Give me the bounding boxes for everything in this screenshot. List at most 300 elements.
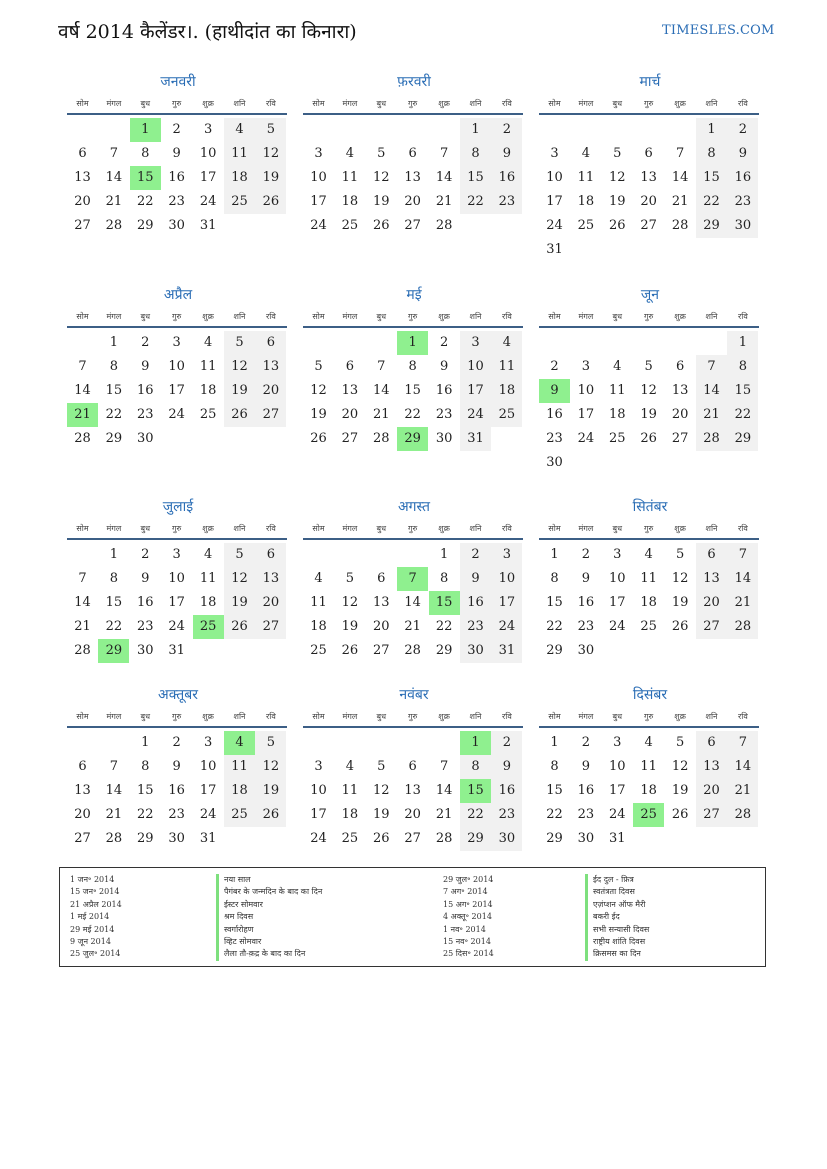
day-cell: 16	[168, 170, 185, 185]
day-cell: 16	[137, 383, 154, 398]
day-cell: 21	[105, 807, 123, 822]
day-cell: 10	[168, 359, 185, 374]
holiday-name: स्वर्गारोहण	[216, 924, 322, 936]
day-cell: 7	[377, 359, 386, 374]
day-cell: 22	[105, 619, 123, 634]
day-cell: 14	[373, 383, 390, 398]
day-cell: 19	[224, 591, 255, 615]
day-cell: 6	[377, 571, 386, 586]
day-cell: 31	[491, 639, 522, 663]
weekday-header: शुक्र	[438, 99, 450, 108]
day-cell: 26	[373, 218, 390, 233]
day-cell: 19	[310, 407, 327, 422]
month-name: अप्रैल	[163, 287, 193, 303]
day-cell: 23	[168, 807, 185, 822]
day-cell: 15	[105, 383, 123, 398]
day-cell: 10	[546, 170, 563, 185]
day-cell: 16	[577, 783, 595, 798]
day-cell: 9	[439, 359, 449, 374]
day-cell: 2	[439, 335, 449, 350]
day-cell: 25	[341, 218, 359, 233]
weekday-header: गुरु	[644, 524, 654, 533]
day-cell: 14	[74, 383, 91, 398]
holiday-date: 15 जन॰ 2014	[70, 887, 120, 897]
day-cell: 27	[404, 831, 421, 846]
day-cell: 6	[644, 146, 653, 161]
day-cell: 27	[696, 803, 727, 827]
day-cell: 29	[546, 831, 563, 846]
month-name: दिसंबर	[632, 687, 668, 703]
weekday-header: शनि	[705, 312, 718, 321]
day-cell: 13	[255, 355, 286, 379]
weekday-header: शनि	[705, 524, 718, 533]
holiday-day-cell: 15	[429, 591, 460, 615]
weekday-header: सोम	[312, 99, 325, 108]
day-cell: 12	[224, 355, 255, 379]
day-cell: 9	[460, 567, 491, 591]
holiday-name: ईस्टर सोमवार	[216, 899, 322, 911]
day-cell: 12	[255, 142, 286, 166]
day-cell: 22	[546, 619, 563, 634]
day-cell: 16	[168, 783, 185, 798]
weekday-header: शनि	[233, 524, 246, 533]
day-cell: 8	[141, 146, 150, 161]
day-cell: 5	[224, 331, 255, 355]
day-cell: 10	[310, 170, 327, 185]
day-cell: 9	[491, 755, 522, 779]
day-cell: 22	[696, 190, 727, 214]
day-cell: 10	[310, 783, 327, 798]
day-cell: 29	[696, 214, 727, 238]
day-cell: 2	[727, 118, 758, 142]
day-cell: 3	[613, 547, 622, 562]
weekday-header: गुरु	[408, 312, 418, 321]
day-cell: 17	[168, 595, 185, 610]
day-cell: 21	[435, 194, 453, 209]
day-cell: 20	[74, 807, 91, 822]
day-cell: 29	[105, 431, 123, 446]
day-cell: 26	[255, 803, 286, 827]
weekday-header: शनि	[233, 312, 246, 321]
day-cell: 21	[696, 403, 727, 427]
day-cell: 19	[341, 619, 359, 634]
weekday-header: बुध	[140, 712, 151, 721]
day-cell: 14	[404, 595, 421, 610]
weekday-header: शुक्र	[202, 524, 214, 533]
day-cell: 27	[341, 431, 359, 446]
day-cell: 6	[78, 759, 87, 774]
day-cell: 6	[345, 359, 355, 374]
day-cell: 4	[314, 571, 323, 586]
day-cell: 24	[168, 407, 185, 422]
day-cell: 31	[199, 831, 217, 846]
day-cell: 15	[696, 166, 727, 190]
holiday-name: ईद दुल - फ़ित्र	[585, 874, 649, 886]
day-cell: 17	[199, 783, 217, 798]
day-cell: 22	[137, 807, 154, 822]
day-cell: 3	[172, 547, 181, 562]
day-cell: 19	[373, 194, 390, 209]
holiday-date: 15 अग॰ 2014	[443, 899, 493, 909]
day-cell: 27	[255, 615, 286, 639]
day-cell: 29	[137, 218, 154, 233]
day-cell: 5	[255, 731, 286, 755]
day-cell: 11	[640, 759, 657, 774]
day-cell: 2	[460, 543, 491, 567]
day-cell: 23	[727, 190, 758, 214]
day-cell: 28	[435, 218, 453, 233]
day-cell: 16	[491, 166, 522, 190]
day-cell: 15	[546, 783, 563, 798]
month-name: मई	[406, 287, 422, 303]
day-cell: 18	[199, 383, 217, 398]
day-cell: 27	[255, 403, 286, 427]
weekday-header: गुरु	[172, 99, 182, 108]
day-cell: 2	[581, 735, 591, 750]
holiday-date: 1 जन॰ 2014	[70, 875, 115, 884]
day-cell: 8	[727, 355, 758, 379]
day-cell: 24	[609, 619, 626, 634]
day-cell: 16	[491, 779, 522, 803]
weekday-header: शुक्र	[674, 712, 686, 721]
day-cell: 18	[310, 619, 327, 634]
day-cell: 19	[255, 779, 286, 803]
day-cell: 21	[727, 779, 758, 803]
holiday-name: स्वतंत्रता दिवस	[585, 886, 649, 898]
weekday-header: शुक्र	[202, 312, 214, 321]
day-cell: 4	[581, 146, 591, 161]
holiday-date: 29 जुल॰ 2014	[443, 875, 494, 884]
day-cell: 20	[404, 194, 421, 209]
weekday-header: रवि	[265, 312, 276, 321]
holiday-date: 1 नव॰ 2014	[443, 924, 486, 934]
weekday-header: रवि	[737, 524, 748, 533]
day-cell: 13	[671, 383, 689, 398]
site-link[interactable]: TIMESLES.COM	[662, 23, 775, 38]
day-cell: 24	[199, 194, 217, 209]
day-cell: 12	[373, 170, 390, 185]
day-cell: 2	[550, 359, 559, 374]
day-cell: 15	[460, 166, 491, 190]
day-cell: 29	[546, 643, 563, 658]
day-cell: 11	[224, 142, 255, 166]
month-name: मार्च	[639, 74, 661, 90]
weekday-header: बुध	[376, 712, 387, 721]
day-cell: 21	[727, 591, 758, 615]
header-rule	[67, 726, 287, 728]
day-cell: 18	[640, 783, 657, 798]
weekday-header: मंगल	[578, 524, 594, 533]
day-cell: 8	[550, 759, 559, 774]
weekday-header: मंगल	[578, 312, 594, 321]
weekday-header: मंगल	[106, 312, 122, 321]
holiday-name: राष्ट्रीय शांति दिवस	[585, 936, 649, 948]
day-cell: 10	[460, 355, 491, 379]
weekday-header: सोम	[548, 312, 561, 321]
weekday-header: बुध	[376, 99, 387, 108]
day-cell: 9	[141, 359, 150, 374]
day-cell: 6	[255, 331, 286, 355]
weekday-header: गुरु	[172, 312, 182, 321]
day-cell: 1	[550, 547, 559, 562]
day-cell: 26	[255, 190, 286, 214]
day-cell: 22	[460, 803, 491, 827]
legend-left-names	[216, 874, 322, 961]
day-cell: 30	[168, 218, 185, 233]
day-cell: 17	[609, 783, 626, 798]
weekday-header: सोम	[548, 712, 561, 721]
day-cell: 24	[310, 831, 327, 846]
holiday-name: एज़ंप्शन ऑफ मैरी	[585, 899, 649, 911]
day-cell: 9	[581, 759, 591, 774]
day-cell: 18	[224, 166, 255, 190]
day-cell: 7	[696, 355, 727, 379]
day-cell: 19	[671, 595, 689, 610]
day-cell: 19	[224, 379, 255, 403]
weekday-header: सोम	[76, 712, 89, 721]
holiday-date: 21 अप्रैल 2014	[70, 899, 122, 909]
day-cell: 22	[137, 194, 154, 209]
day-cell: 26	[609, 218, 626, 233]
day-cell: 14	[727, 567, 758, 591]
day-cell: 17	[310, 807, 327, 822]
day-cell: 22	[404, 407, 421, 422]
weekday-header: सोम	[312, 712, 325, 721]
weekday-header: शुक्र	[438, 712, 450, 721]
day-cell: 24	[491, 615, 522, 639]
day-cell: 2	[491, 118, 522, 142]
day-cell: 11	[199, 571, 217, 586]
day-cell: 25	[199, 407, 217, 422]
day-cell: 3	[491, 543, 522, 567]
holiday-day-cell: 29	[98, 639, 129, 663]
day-cell: 23	[577, 807, 595, 822]
weekday-header: गुरु	[408, 524, 418, 533]
holiday-day-cell: 7	[397, 567, 428, 591]
day-cell: 30	[727, 214, 758, 238]
day-cell: 27	[74, 218, 91, 233]
day-cell: 11	[341, 170, 359, 185]
weekday-header: मंगल	[106, 99, 122, 108]
header-rule	[303, 326, 523, 328]
day-cell: 17	[491, 591, 522, 615]
day-cell: 7	[78, 359, 87, 374]
day-cell: 30	[435, 431, 453, 446]
day-cell: 21	[74, 619, 91, 634]
day-cell: 21	[671, 194, 689, 209]
day-cell: 29	[435, 643, 453, 658]
day-cell: 30	[137, 643, 154, 658]
day-cell: 25	[224, 803, 255, 827]
day-cell: 19	[373, 807, 390, 822]
day-cell: 20	[640, 194, 657, 209]
weekday-header: शुक्र	[202, 712, 214, 721]
day-cell: 2	[172, 122, 181, 137]
day-cell: 25	[224, 190, 255, 214]
header-rule	[539, 726, 759, 728]
day-cell: 13	[404, 170, 421, 185]
weekday-header: बुध	[140, 312, 151, 321]
day-cell: 14	[435, 170, 453, 185]
day-cell: 18	[577, 194, 595, 209]
page-title: वर्ष 2014 कैलेंडर।. (हाथीदांत का किनारा)	[58, 21, 357, 43]
day-cell: 7	[439, 759, 449, 774]
day-cell: 5	[314, 359, 323, 374]
holiday-name: नया साल	[216, 874, 322, 886]
day-cell: 8	[696, 142, 727, 166]
month-name: नवंबर	[399, 687, 429, 703]
weekday-header: रवि	[265, 99, 276, 108]
day-cell: 1	[460, 118, 491, 142]
day-cell: 10	[168, 571, 185, 586]
day-cell: 20	[255, 379, 286, 403]
day-cell: 14	[727, 755, 758, 779]
header-rule	[67, 538, 287, 540]
holiday-day-cell: 15	[130, 166, 161, 190]
day-cell: 17	[460, 379, 491, 403]
day-cell: 23	[168, 194, 185, 209]
day-cell: 5	[644, 359, 653, 374]
day-cell: 13	[74, 170, 91, 185]
day-cell: 17	[577, 407, 595, 422]
legend-left-dates	[70, 874, 122, 961]
holiday-day-cell: 15	[460, 779, 491, 803]
weekday-header: मंगल	[106, 524, 122, 533]
day-cell: 28	[671, 218, 689, 233]
day-cell: 8	[408, 359, 417, 374]
day-cell: 12	[255, 755, 286, 779]
weekday-header: रवि	[737, 99, 748, 108]
day-cell: 4	[644, 547, 653, 562]
day-cell: 21	[435, 807, 453, 822]
weekday-header: सोम	[76, 524, 89, 533]
day-cell: 11	[491, 355, 522, 379]
day-cell: 30	[137, 431, 154, 446]
day-cell: 15	[727, 379, 758, 403]
day-cell: 24	[577, 431, 595, 446]
day-cell: 18	[491, 379, 522, 403]
day-cell: 9	[581, 571, 591, 586]
weekday-header: मंगल	[342, 312, 358, 321]
day-cell: 27	[74, 831, 91, 846]
day-cell: 11	[341, 783, 359, 798]
day-cell: 28	[404, 643, 421, 658]
weekday-header: मंगल	[578, 99, 594, 108]
day-cell: 1	[109, 547, 119, 562]
day-cell: 20	[373, 619, 390, 634]
holiday-day-cell: 1	[460, 731, 491, 755]
day-cell: 31	[546, 242, 563, 257]
day-cell: 7	[727, 731, 758, 755]
day-cell: 5	[377, 759, 386, 774]
day-cell: 7	[439, 146, 449, 161]
day-cell: 28	[373, 431, 390, 446]
day-cell: 1	[439, 547, 449, 562]
day-cell: 23	[435, 407, 453, 422]
day-cell: 30	[577, 831, 595, 846]
day-cell: 4	[345, 759, 355, 774]
day-cell: 8	[109, 571, 119, 586]
day-cell: 5	[345, 571, 355, 586]
day-cell: 7	[675, 146, 685, 161]
weekday-header: मंगल	[106, 712, 122, 721]
day-cell: 13	[373, 595, 390, 610]
day-cell: 2	[491, 731, 522, 755]
day-cell: 18	[341, 194, 359, 209]
day-cell: 23	[491, 190, 522, 214]
day-cell: 18	[199, 595, 217, 610]
day-cell: 2	[141, 547, 150, 562]
header-rule	[539, 113, 759, 115]
header-rule	[67, 326, 287, 328]
weekday-header: शुक्र	[202, 99, 214, 108]
weekday-header: रवि	[501, 312, 512, 321]
holiday-date: 9 जून 2014	[70, 936, 111, 946]
day-cell: 15	[546, 595, 563, 610]
weekday-header: बुध	[612, 99, 623, 108]
day-cell: 26	[224, 615, 255, 639]
day-cell: 23	[137, 619, 154, 634]
day-cell: 29	[460, 827, 491, 851]
day-cell: 27	[696, 615, 727, 639]
day-cell: 30	[168, 831, 185, 846]
legend-right-dates	[443, 874, 494, 961]
day-cell: 28	[74, 643, 91, 658]
weekday-header: बुध	[612, 712, 623, 721]
weekday-header: बुध	[140, 524, 151, 533]
weekday-header: रवि	[265, 712, 276, 721]
day-cell: 14	[671, 170, 689, 185]
holiday-day-cell: 25	[633, 803, 664, 827]
day-cell: 21	[105, 194, 123, 209]
weekday-header: बुध	[140, 99, 151, 108]
day-cell: 15	[404, 383, 421, 398]
weekday-header: सोम	[548, 524, 561, 533]
day-cell: 23	[546, 431, 563, 446]
weekday-header: शनि	[469, 312, 482, 321]
day-cell: 1	[696, 118, 727, 142]
day-cell: 10	[609, 759, 626, 774]
day-cell: 8	[550, 571, 559, 586]
holiday-date: 1 मई 2014	[70, 912, 110, 922]
day-cell: 11	[199, 359, 217, 374]
weekday-header: शनि	[705, 99, 718, 108]
day-cell: 11	[640, 571, 657, 586]
day-cell: 6	[696, 731, 727, 755]
holiday-name: सभी सन्यासी दिवस	[585, 924, 649, 936]
day-cell: 13	[74, 783, 91, 798]
weekday-header: मंगल	[342, 99, 358, 108]
day-cell: 16	[577, 595, 595, 610]
day-cell: 19	[609, 194, 626, 209]
day-cell: 18	[609, 407, 626, 422]
holiday-day-cell: 9	[539, 379, 570, 403]
holiday-date: 7 अग॰ 2014	[443, 887, 488, 897]
day-cell: 20	[696, 591, 727, 615]
day-cell: 12	[224, 567, 255, 591]
day-cell: 14	[105, 783, 123, 798]
day-cell: 6	[78, 146, 87, 161]
day-cell: 22	[727, 403, 758, 427]
day-cell: 14	[696, 379, 727, 403]
day-cell: 4	[345, 146, 355, 161]
day-cell: 24	[168, 619, 185, 634]
day-cell: 8	[460, 142, 491, 166]
day-cell: 25	[310, 643, 327, 658]
weekday-header: रवि	[265, 524, 276, 533]
weekday-header: गुरु	[644, 312, 654, 321]
day-cell: 8	[141, 759, 150, 774]
